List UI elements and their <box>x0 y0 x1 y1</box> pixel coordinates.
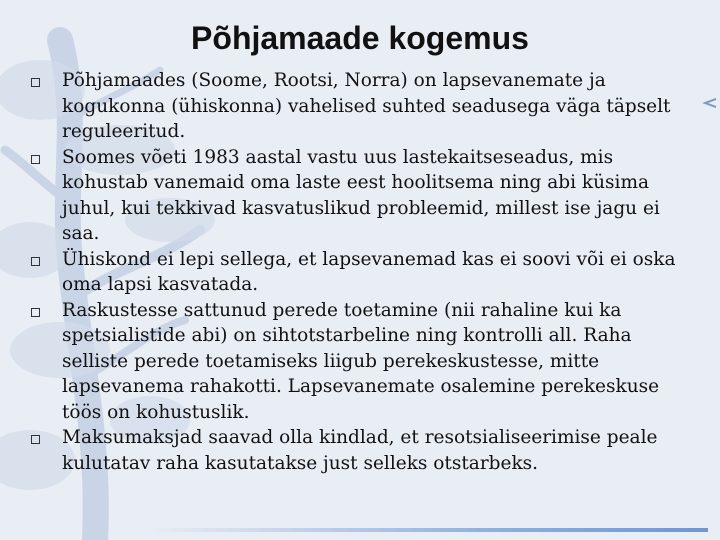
bullet-text: Ühiskond ei lepi sellega, et lapsevanemad kas ei soovi või ei oska oma lapsi kasvatada. <box>62 248 676 295</box>
bullet-text: Põhjamaades (Soome, Rootsi, Norra) on lapsevanemate ja kogukonna (ühiskonna) vahelised suhted seadusega väga täpselt reguleeritud. <box>62 70 671 142</box>
bullet-text: Soomes võeti 1983 aastal vastu uus lastekaitseseadus, mis kohustab vanemaid oma laste eest hoolitsema ning abi küsima juhul, kui tekkivad kasvatuslikud probleemid, millest ise jagu ei saa. <box>62 146 660 244</box>
square-bullet-icon <box>31 257 40 266</box>
square-bullet-icon <box>31 155 40 164</box>
bullet-item <box>30 247 695 298</box>
bullet-item <box>30 145 695 247</box>
bullet-item <box>30 68 695 145</box>
square-bullet-icon <box>31 435 40 444</box>
bullet-item <box>30 298 695 426</box>
bullet-item <box>30 425 695 476</box>
square-bullet-icon <box>31 78 40 87</box>
square-bullet-icon <box>31 308 40 317</box>
bullet-text: Raskustesse sattunud perede toetamine (nii rahaline kui ka spetsialistide abi) on sihtotstarbeline ning kontrolli all. Raha selliste perede toetamiseks liigub perekeskustesse, mitte lapsevanema rahakotti. Lapsevanemate osalemine perekeskuse töös on kohustuslik. <box>62 299 660 423</box>
bullet-text: Maksumaksjad saavad olla kindlad, et resotsialiseerimise peale kulutatav raha kasutatakse just selleks otstarbeks. <box>62 427 658 474</box>
decorative-bottom-bar <box>150 528 708 532</box>
arrow-left-icon <box>702 95 718 111</box>
slide-title: Põhjamaade kogemus <box>191 20 529 56</box>
bullet-list <box>30 68 695 476</box>
